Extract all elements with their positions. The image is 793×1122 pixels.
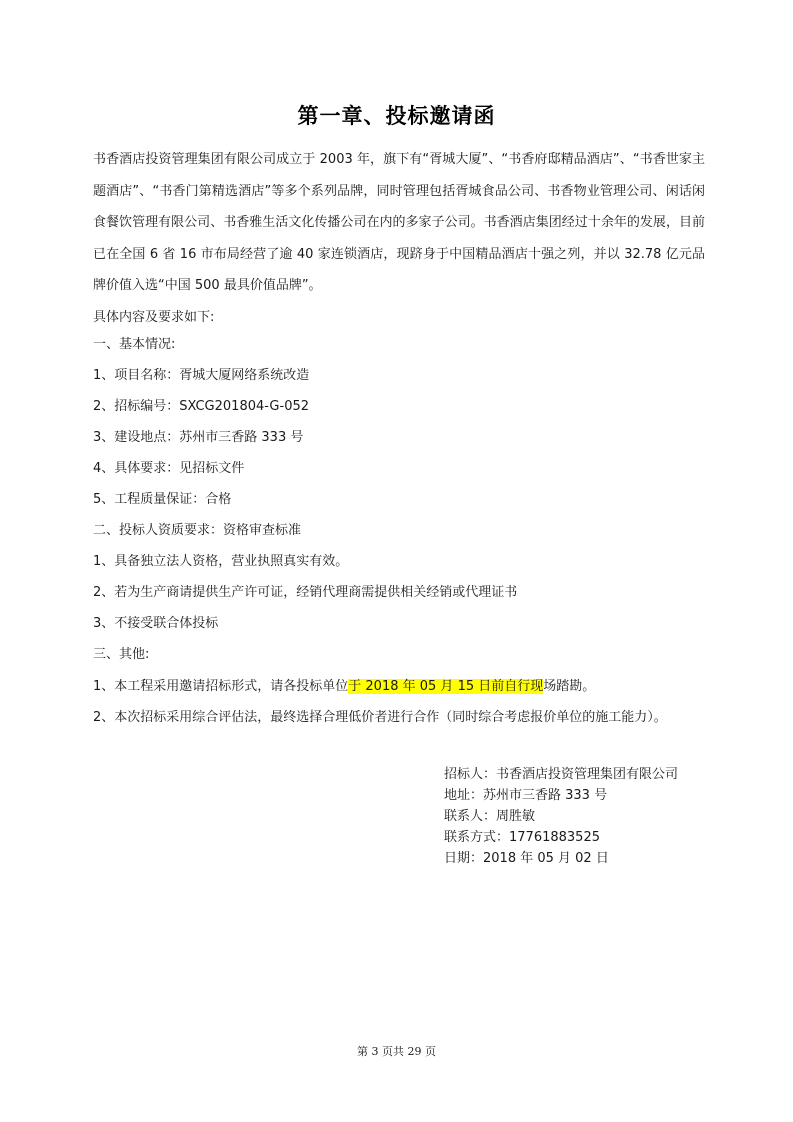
list-item: 3、建设地点：苏州市三香路 333 号 [93,430,304,445]
list-item: 4、具体要求：见招标文件 [93,461,245,476]
page-number-footer: 第 3 页共 29 页 [357,1045,436,1058]
intro-text: 书香酒店投资管理集团有限公司成立于 2003 年，旗下有“胥城大厦”、“书香府邸精品酒店”、“书香世家主题酒店”、“书香门第精选酒店”等多个系列品牌，同时管理包括胥城食品公司、书香物业管理公司、闲话闲食餐饮管理有限公司、书香雅生活文化传播公司在内的多家子公司。书香酒店集团经过十余年的发展，目前已在全国 6 省 16 市布局经营了逾 40 家连锁酒店，现跻身于中国精品酒店十强之列，并以 32.78 亿元品牌价值入选“中国 500 最具价值品牌”。 [93,152,705,293]
list-item: 2、本次招标采用综合评估法，最终选择合理低价者进行合作（同时综合考虑报价单位的施工能力）。 [93,710,667,725]
list-item: 5、工程质量保证：合格 [93,492,232,507]
signature-phone: 联系方式：17761883525 [444,830,600,845]
item-text: 1、本工程采用邀请招标形式，请各投标单位 [93,679,349,694]
signature-date: 日期：2018 年 05 月 02 日 [444,851,609,866]
list-item: 1、项目名称：胥城大厦网络系统改造 [93,368,310,383]
section1-heading: 一、基本情况: [93,337,176,352]
item-text: 场踏勘。 [543,679,596,694]
list-item: 2、招标编号：SXCG201804-G-052 [93,399,310,414]
section2-heading: 二、投标人资质要求：资格审查标准 [93,523,302,538]
intro-paragraph [93,144,705,333]
signature-tenderer: 招标人：书香酒店投资管理集团有限公司 [444,767,679,782]
list-item: 3、不接受联合体投标 [93,616,219,631]
signature-address: 地址：苏州市三香路 333 号 [444,788,608,803]
signature-contact: 联系人：周胜敏 [444,809,536,824]
page-title: 第一章、投标邀请函 [297,104,496,128]
highlighted-deadline: 于 2018 年 05 月 15 日前自行现 [348,679,544,694]
list-item: 1、具备独立法人资格，营业执照真实有效。 [93,554,349,569]
list-item [93,678,595,696]
lead-in-text: 具体内容及要求如下: [93,309,215,325]
section3-heading: 三、其他: [93,647,150,662]
list-item: 2、若为生产商请提供生产许可证，经销代理商需提供相关经销或代理证书 [93,585,518,600]
